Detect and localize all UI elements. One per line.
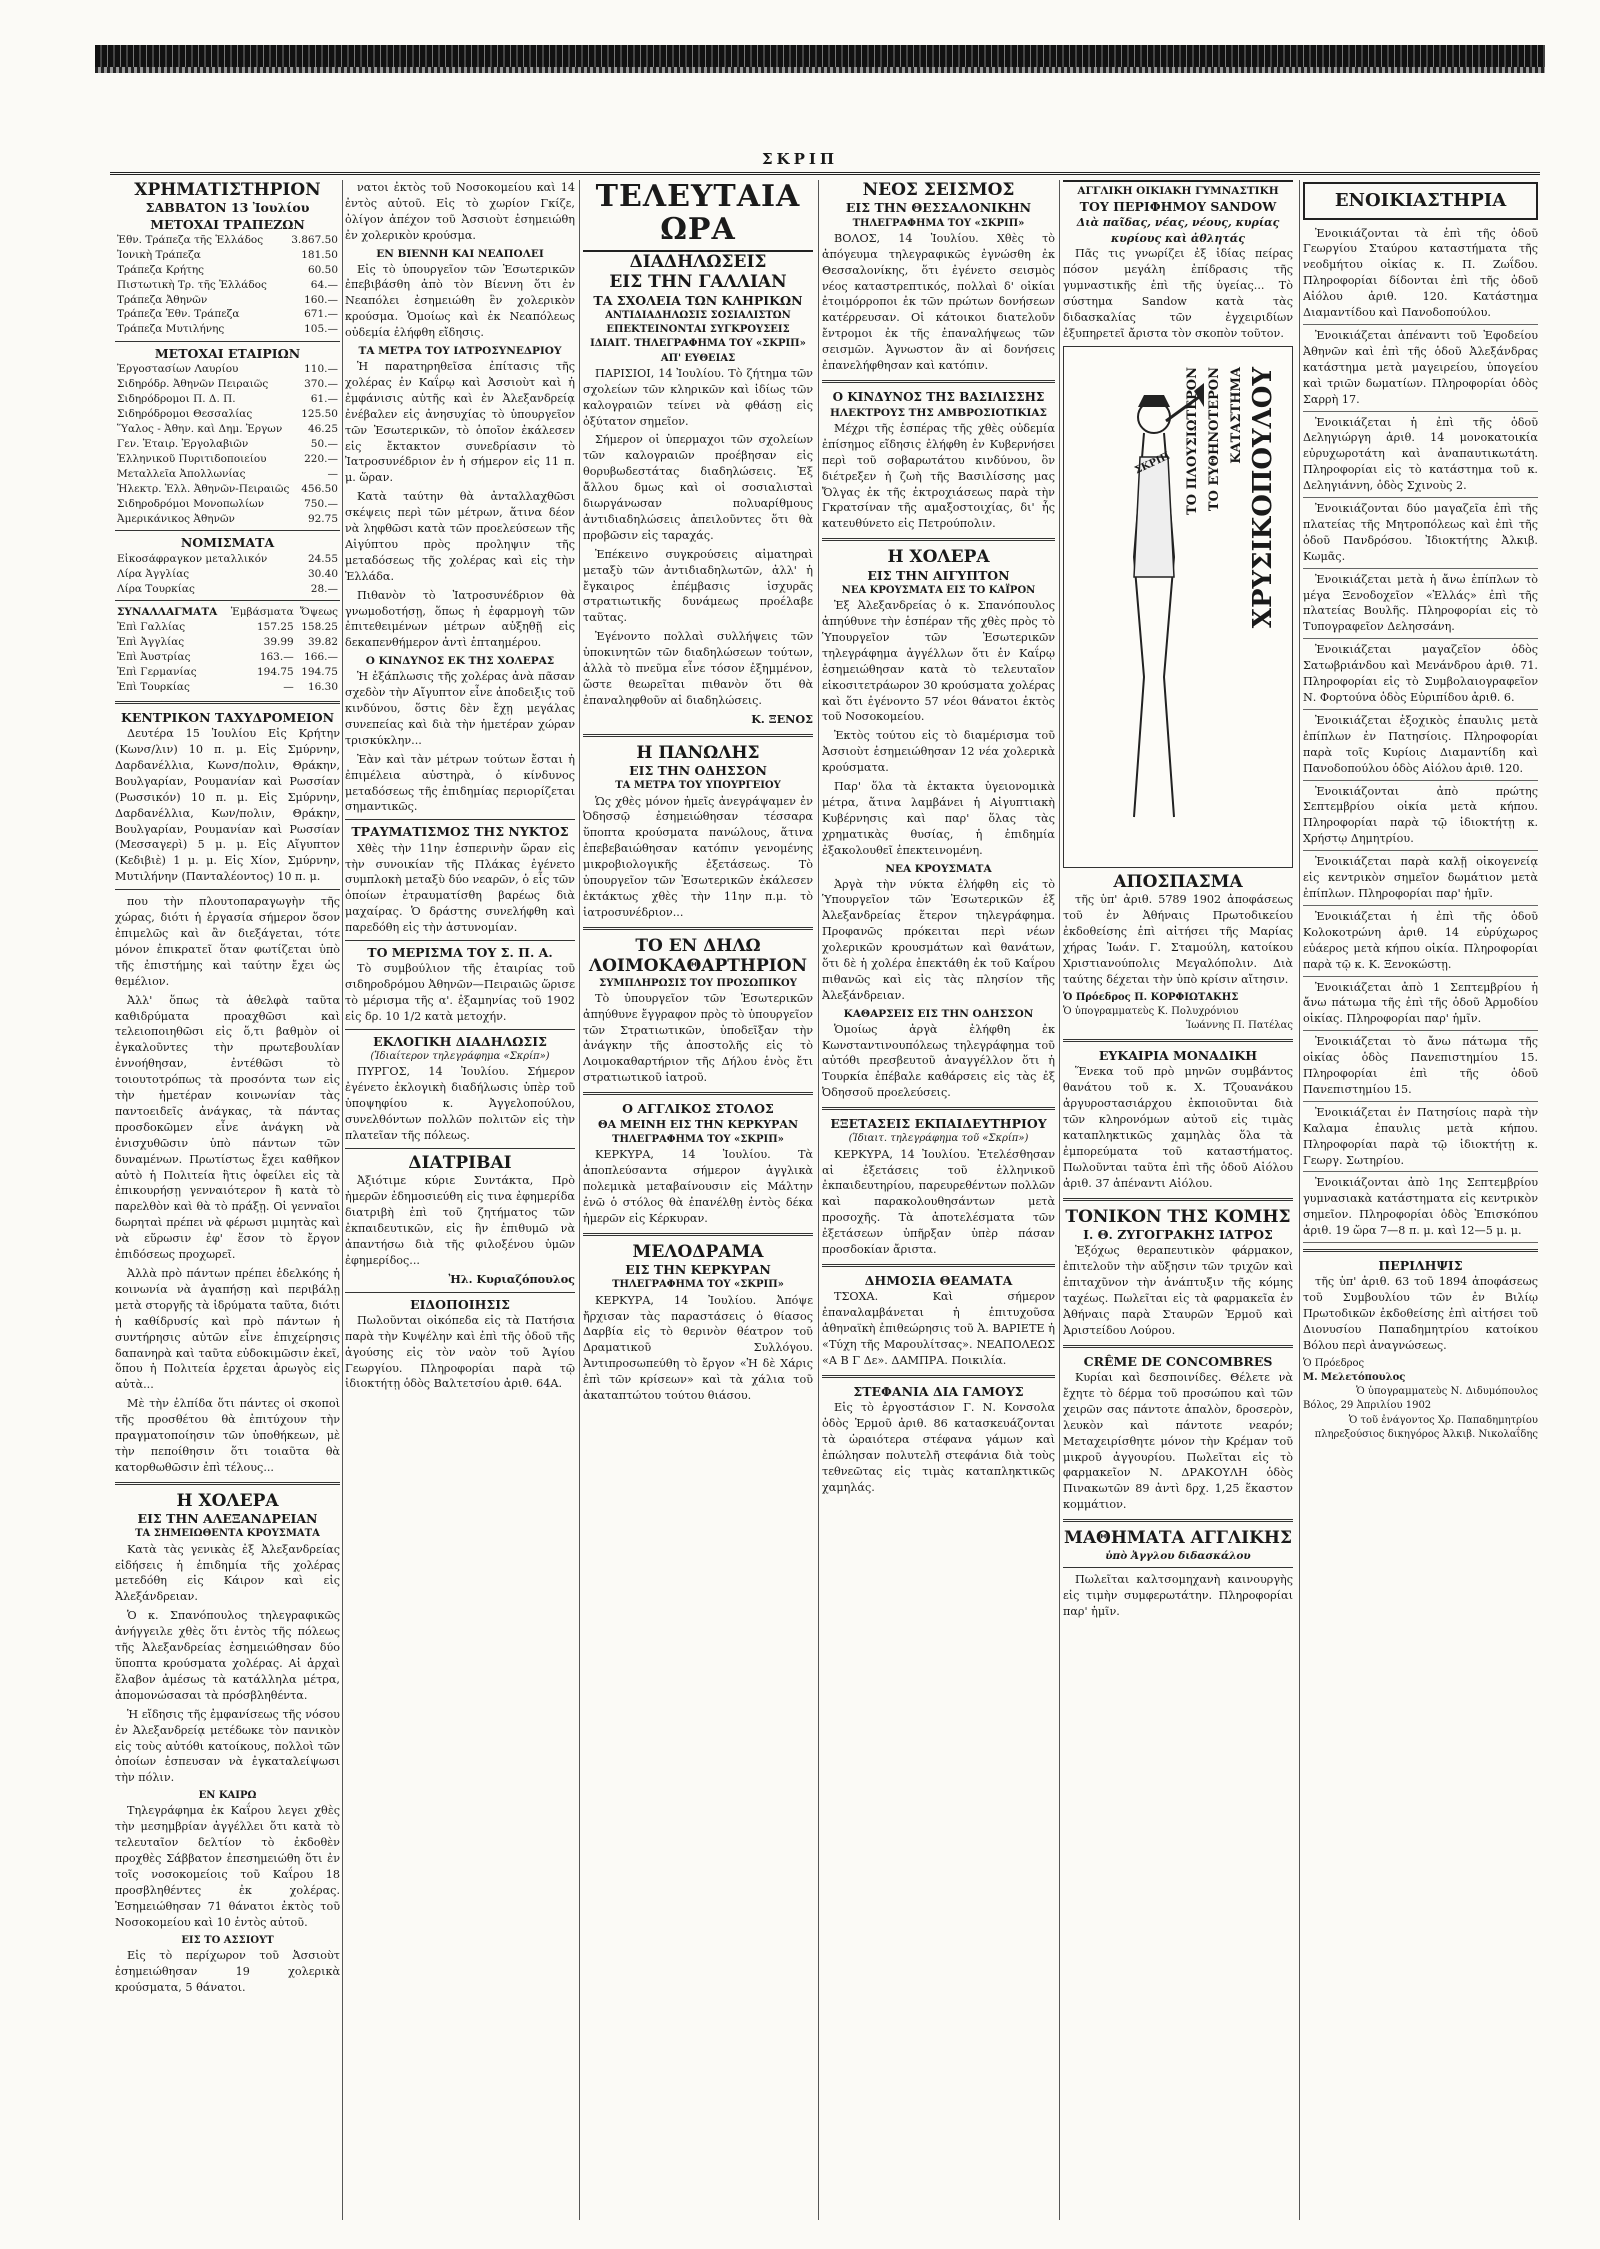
stock-exchange-date: ΣΑΒΒΑΤΟΝ 13 Ἰουλίου: [145, 200, 310, 216]
row-value: 158.25: [301, 621, 338, 634]
subheadline: ΕΠΕΚΤΕΙΝΟΝΤΑΙ ΣΥΓΚΡΟΥΣΕΙΣ: [606, 324, 790, 336]
classified-ad: Ἐνοικιάζονται ἀπὸ 1ης Σεπτεμβρίου γυμνασιακὰ κατάστηματα εἰς κεντρικὸν σημεῖον. Πληροφορίαι ὁδὸς Ἐπισκόπου ἀριθ. 19 ὥρα 7—8 π. μ. καὶ 12—5 μ. μ.: [1303, 1175, 1538, 1243]
row-value: 92.75: [307, 512, 338, 525]
article-paragraph: που τὴν πλουτοπαραγωγὴν τῆς χώρας, διότι ἡ ἐργασία σήμερον ὅσον ἐπιμελῶς καὶ ἂν διεξάγεται, τότε μόνον ἐπικρατεῖ ὅταν φωτίζεται ὑπὸ τῆς ἐπιστήμης καὶ ταύτην ἔχει ὡς θεμέλιον.: [115, 895, 340, 988]
ad-headline: ΕΥΚΑΙΡΙΑ ΜΟΝΑΔΙΚΗ: [1098, 1048, 1258, 1064]
row-value: 30.40: [307, 567, 338, 580]
headline: ΤΡΑΥΜΑΤΙΣΜΟΣ ΤΗΣ ΝΥΚΤΟΣ: [351, 824, 569, 840]
column-divider: [579, 180, 580, 2220]
table-row: [115, 362, 340, 377]
table-row: [115, 392, 340, 407]
article-paragraph: νατοι ἐκτὸς τοῦ Νοσοκομείου καὶ 14 ἐντὸς αὐτοῦ. Εἰς τὸ χωρίον Γκίζε, ὀλίγον ἀπέχον τοῦ Ἀσσιοὺτ ἐσημειώθη ἐν χολερικὸν κρούσμα.: [345, 181, 575, 242]
classified-ad: Ἐνοικιάζεται παρὰ καλῇ οἰκογενείᾳ εἰς κεντρικὸν σημεῖον δωμάτιον μετὰ ἐπίπλων. Πληροφορίαι παρ' ἡμῖν.: [1303, 854, 1538, 906]
table-row: [115, 307, 340, 322]
row-label: Ἐπὶ Ἀυστρίας: [117, 651, 191, 664]
subheadline: ΕΝ ΒΙΕΝΝΗ ΚΑΙ ΝΕΑΠΟΛΕΙ: [376, 247, 544, 260]
signature: Ὁ ὑπογραμματεὺς Ν. Διδυμόπουλος: [1356, 1386, 1538, 1398]
article-paragraph: Ὁ κ. Σπανόπουλος τηλεγραφικῶς ἀνήγγειλε χθὲς ὅτι ἐντὸς τῆς πόλεως τῆς Ἀλεξανδρείας ἐσημειώθησαν δύο ὕποπτα κρούσματα χολέρας. Αἱ ἀρχαὶ ἔλαβον ἀμέσως τὰ κατάλληλα μέτρα, ἀπομονώσασαι τὰ πρόσβληθέντα.: [115, 1609, 340, 1702]
classified-ad: Ἐνοικιάζεται ἐν Πατησίοις παρὰ τὴν Καλαμα ἐπαυλις μετὰ κήπου. Πληροφορίαι παρὰ τῷ ἰδιοκτήτῃ κ. Γεωργ. Σωτηρίου.: [1303, 1105, 1538, 1173]
top-border-band-2: [95, 67, 1545, 73]
row-label: Μεταλλεῖα Ἀπολλωνίας: [117, 467, 246, 480]
column-4: [822, 180, 1055, 2220]
headline: ΕΚΛΟΓΙΚΗ ΔΙΑΔΗΛΩΣΙΣ: [373, 1033, 547, 1049]
subheadline: ΤΑ ΜΕΤΡΑ ΤΟΥ ΥΠΟΥΡΓΕΙΟΥ: [615, 780, 781, 792]
article-paragraph: Ἐπέκεινο συγκρούσεις αἱματηραὶ μεταξὺ τῶν ἀντιδιαδηλωτῶν, ἀλλ' ἡ ἔγκαιρος ἐπέμβασις ἰσχυρᾶς στρατιωτικῆς δυνάμεως προέλαβε ταῦτας.: [583, 547, 813, 625]
article-paragraph: Ὡς χθὲς μόνον ἠμεῖς ἀνεγράψαμεν ἐν Ὀδησσῷ ἐσημειώθησαν τέσσαρα ὕποπτα κρούσματα πανώλους, ἅτινα ἐπεβεβαιώθησαν κατόπιν γενομένης μικροβιολογικῆς ἐξετάσεως. Τὸ ὑπουργεῖον τῶν Ἐσωτερικῶν ἐκάλεσεν ἐκτάκτως χθὲς τὴν 11ην π.μ. τὸ ἰατροσυνέδριον...: [583, 794, 813, 919]
table-row: [115, 322, 340, 337]
row-value: 166.—: [304, 651, 338, 664]
headline: ΔΙΑΔΗΛΩΣΕΙΣ: [629, 252, 767, 272]
ad-headline: ΜΑΘΗΜΑΤΑ ΑΓΓΛΙΚΗΣ: [1064, 1528, 1292, 1549]
article-paragraph: ΚΕΡΚΥΡΑ, 14 Ἰουλίου. Ἀπόψε ἤρχισαν τὰς παραστάσεις ὁ θίασος Δαρβία εἰς τὸ θερινὸν θέατρον τοῦ Δραματικοῦ Συλλόγου. Ἀντιπροσωπεύθη τὸ ἔργον «Ἡ δὲ Χάρις ἐπὶ τῶν κρίσεων» καὶ τὰ χάλια τοῦ ἀκαταπτώτου τούτου θιάσου.: [583, 1293, 813, 1403]
article-paragraph: Ἡ παρατηρηθεῖσα ἐπίτασις τῆς χολέρας ἐν Καΐρῳ καὶ Ἀσσιοὺτ καὶ ἡ ἐμφάνισις αὐτῆς καὶ ἐν Ἀλεξανδρείᾳ ἐνέβαλεν εἰς ἀνησυχίας τὸ ὑπουργεῖον τῶν Ἐσωτερικῶν, τὸ ὁποῖον ἐκάλεσεν εἰς ἔκτακτον συνεδρίασιν τὸ Ἰατροσυνέδριον ἐν ἡ σήμερον εἰς 11 π. μ. ὥραν.: [345, 359, 575, 485]
headline: ΘΑ ΜΕΙΝΗ ΕΙΣ ΤΗΝ ΚΕΡΚΥΡΑΝ: [597, 1118, 799, 1132]
masthead-rule: [110, 172, 1540, 175]
table-row: [115, 635, 340, 650]
row-value: 60.50: [307, 263, 338, 276]
table-row: [115, 497, 340, 512]
signature: Ὁ Πρόεδρος: [1303, 1357, 1365, 1369]
ad-headline: ΤΟΥ ΠΕΡΙΦΗΜΟΥ SANDOW: [1079, 198, 1277, 214]
headline: ΔΙΑΤΡΙΒΑΙ: [408, 1152, 512, 1173]
row-label: Ἠλεκτρ. Ἐλλ. Ἀθηνῶν-Πειραιῶς: [117, 482, 290, 495]
table-row: [115, 377, 340, 392]
dateline: ΤΗΛΕΓΡΑΦΗΜΑ ΤΟΥ «ΣΚΡΙΠ»: [852, 217, 1025, 229]
ad-headline: ΑΓΓΛΙΚΗ ΟΙΚΙΑΚΗ ΓΥΜΝΑΣΤΙΚΗ: [1063, 180, 1293, 199]
ad-headline: ΤΟΝΙΚΟΝ ΤΗΣ ΚΟΜΗΣ: [1065, 1206, 1291, 1227]
classified-ad: Ἐνοικιάζεται ἐξοχικὸς ἐπαυλις μετὰ ἐπίπλων ἐν Πατησίοις. Πληροφορίαι παρὰ τοῖς Κυρίοις Διαμαντίδη καὶ Πανοδοπούλου ὁδὸς Αἰόλου ἀριθ. 120.: [1303, 713, 1538, 781]
headline: Η ΠΑΝΩΛΗΣ: [636, 742, 760, 763]
signature: Ἠλ. Κυριαζόπουλος: [448, 1271, 575, 1286]
article-paragraph: Χθὲς τὴν 11ην ἑσπερινὴν ὥραν εἰς τὴν συνοικίαν τῆς Πλάκας ἐγένετο συμπλοκὴ μεταξὺ δύο νεαρῶν, ὁ εἷς τῶν ὁποίων ἐτραυματίσθη βαρέως διὰ μαχαίρας. Ὁ δράστης συνελήφθη καὶ παρεδόθη εἰς τὴν ἀστυνομίαν.: [345, 841, 575, 935]
headline: ΑΠΟΣΠΑΣΜΑ: [1113, 871, 1243, 892]
subheadline: ΤΑ ΣΗΜΕΙΩΘΕΝΤΑ ΚΡΟΥΣΜΑΤΑ: [135, 1528, 320, 1540]
classified-ad: Ἐνοικιάζεται ἡ ἐπὶ τῆς ὁδοῦ Κολοκοτρώνη ἀριθ. 14 εὐρύχωρος εὐάερος μετὰ κήπου οἰκία. Πληροφορίαι παρὰ τῷ κ. Κ. Ξενοκώστῃ.: [1303, 909, 1538, 977]
row-label: Ἐπὶ Γαλλίας: [117, 621, 186, 634]
article-paragraph: Εἰς τὸ περίχωρον τοῦ Ἀσσιοὺτ ἐσημειώθησαν 19 χολερικὰ κρούσματα, 5 θάνατοι.: [115, 1948, 340, 1994]
ad-headline: CRÊME DE CONCOMBRES: [1083, 1353, 1273, 1369]
ad-vertical-text: ΤΟ ΕΥΘΗΝΟΤΕΡΟΝ: [1206, 366, 1222, 511]
article-paragraph: ΚΕΡΚΥΡΑ, 14 Ἰουλίου. Ἐτελέσθησαν αἱ ἐξετάσεις τοῦ ἑλληνικοῦ ἐκπαιδευτηρίου, παρευρεθέντων πολλῶν καὶ παρακολουθησάντων μετὰ προσοχῆς. Τὰ ἀποτελέσματα τῶν ἐξετάσεων ὑπῆρξαν ὑπὲρ πάσαν προσδοκίαν ἄριστα.: [822, 1147, 1055, 1257]
fx-header: ΣΥΝΑΛΛΑΓΜΑΤΑ: [117, 606, 218, 619]
signature: Ὁ τοῦ ἐνάγοντος Χρ. Παπαδημητρίου πληρεξούσιος δικηγόρος Ἀλκιβ. Νικολαΐδης: [1314, 1414, 1538, 1440]
notice-text: τῆς ὑπ' ἀριθ. 63 τοῦ 1894 ἀποφάσεως τοῦ Συμβουλίου τῶν ἐν Βιλίῳ Πρωτοδικῶν ἐκδοθείσης ἐπὶ αἰτήσει τοῦ Διονυσίου Παπαδημητρίου κατοίκου Βόλου περὶ ἀναγνώσεως.: [1303, 1275, 1538, 1352]
signature: Ἰωάννης Π. Πατέλας: [1185, 1020, 1293, 1032]
column-divider: [1299, 180, 1300, 2220]
classified-ad: Ἐνοικιάζονται ἀπὸ πρώτης Σεπτεμβρίου οἰκία μετὰ κήπου. Πληροφορίαι παρὰ τῷ ἰδιοκτήτῃ κ. Χρήστῳ Δημητρίου.: [1303, 784, 1538, 852]
headline: Ο ΑΓΓΛΙΚΟΣ ΣΤΟΛΟΣ: [622, 1101, 774, 1117]
chrysikopoulos-ad: [1063, 346, 1293, 868]
headline: ΕΙΣ ΤΗΝ ΑΛΕΞΑΝΔΡΕΙΑΝ: [137, 1511, 318, 1527]
subheadline: ΚΑΘΑΡΣΕΙΣ ΕΙΣ ΤΗΝ ΟΔΗΣΣΟΝ: [843, 1007, 1034, 1020]
notice-date: Βόλος, 29 Ἀπριλίου 1902: [1303, 1400, 1432, 1412]
signature: Κ. ΞΕΝΟΣ: [751, 711, 813, 726]
article-paragraph: ΒΟΛΟΣ, 14 Ἰουλίου. Χθὲς τὸ ἀπόγευμα τηλεγραφικῶς ἐγνώσθη ἐκ Θεσσαλονίκης, ὅτι ἐγένετο σεισμὸς νέος καταστρεπτικός, πολλαὶ δ' οἰκίαι ἐτοιμόρροποι ἐκ τῶν πρώτων δονήσεων κατέρρευσαν. Οἱ κάτοικοι διατελοῦν ἔντρομοι ἐκ τῆς ἐπαναλήψεως τῶν σεισμῶν. Ἀγνωστον ἂν αἱ δονήσεις ἐπανελήφθησαν καὶ κατόπιν.: [822, 231, 1055, 373]
headline: ΕΙΣ ΤΗΝ ΘΕΣΣΑΛΟΝΙΚΗΝ: [845, 200, 1032, 216]
article-paragraph: Μὲ τὴν ἐλπίδα ὅτι πάντες οἱ σκοποὶ τῆς προσθέτου θὰ ἐπιτύχουν τὴν πραγματοποίησιν τῶν ὑποθήκεων, μὲ τὴν πεποίθησιν ὅτι τοιαῦτα θὰ κατορθωθῶσιν ἐπὶ τέλους...: [115, 1397, 340, 1474]
headline: ΕΙΔΟΠΟΙΗΣΙΣ: [410, 1296, 510, 1312]
article-paragraph: Ἐκτὸς τούτου εἰς τὸ διαμέρισμα τοῦ Ἀσσιοὺτ ἐσημειώθησαν 12 νέα χολερικὰ κρούσματα.: [822, 729, 1055, 775]
headline: ΣΤΕΦΑΝΙΑ ΔΙΑ ΓΑΜΟΥΣ: [853, 1383, 1024, 1399]
headline: ΕΙΣ ΤΗΝ ΓΑΛΛΙΑΝ: [609, 272, 787, 293]
row-value: 39.82: [307, 636, 338, 649]
row-label: Τράπεζα Ἐθν. Τράπεζα: [117, 308, 240, 321]
row-label: Ἐπὶ Ἀγγλίας: [117, 636, 185, 649]
row-label: Ὕαλος - Ἀθην. καὶ Δημ. Ἐργων: [117, 423, 283, 436]
subheadline: ΗΛΕΚΤΡΟΥΣ ΤΗΣ ΑΜΒΡΟΣΙΟΤΙΚΙΑΣ: [830, 407, 1047, 420]
headline: ΔΗΜΟΣΙΑ ΘΕΑΜΑΤΑ: [864, 1272, 1013, 1288]
subheadline: ΣΥΜΠΛΗΡΩΣΙΣ ΤΟΥ ΠΡΟΣΩΠΙΚΟΥ: [599, 977, 797, 989]
subheadline: Ο ΚΙΝΔΥΝΟΣ ΕΚ ΤΗΣ ΧΟΛΕΡΑΣ: [365, 655, 555, 668]
article-paragraph: ΚΕΡΚΥΡΑ, 14 Ἰουλίου. Τὰ ἀποπλεύσαντα σήμερον ἀγγλικὰ πολεμικὰ μεταβαίνουσιν εἰς Μάλτην ἐνῶ ὁ στόλος θὰ ἐπανέλθῃ ἐντὸς δέκα ἡμερῶν εἰς Κέρκυραν.: [583, 1148, 813, 1225]
row-value: —: [327, 467, 338, 480]
classified-ad: Ἐνοικιάζονται δύο μαγαζεῖα ἐπὶ τῆς πλατείας τῆς Μητροπόλεως καὶ ἐπὶ τῆς ὁδοῦ Πανδρόσου. Ἰδιοκτήτης Ἀλκιβ. Κωμᾶς.: [1303, 501, 1538, 569]
ad-subheadline: Διὰ παῖδας, νέας, νέους, κυρίας κυρίους καὶ ἀθλητάς: [1076, 216, 1280, 245]
table-row: [115, 680, 340, 695]
bank-shares-table: [115, 233, 340, 337]
article-paragraph: Παρ' ὅλα τὰ ἐκτακτα ὑγειονομικὰ μέτρα, ἅτινα λαμβάνει ἡ Αἰγυπτιακὴ Κυβέρνησις καὶ παρ' ὅλας τὰς χρηματικὰς θυσίας, ἡ ἐπιδημία ἐξακολουθεῖ ἐπεκτεινομένη.: [822, 780, 1055, 857]
row-value: 61.—: [310, 393, 338, 406]
column-2: [345, 180, 575, 2220]
column-divider: [1059, 180, 1060, 2220]
table-row: [115, 567, 340, 582]
ad-text: Κυρίαι καὶ δεσποινίδες. Θέλετε νὰ ἔχητε τὸ δέρμα τοῦ προσώπου καὶ τῶν χειρῶν σας πάντοτε ἁπαλὸν, δροσερὸν, λευκὸν καὶ πάντοτε νεαρόν; Μεταχειρίσθητε μόνον τὴν Κρέμαν τοῦ μικροῦ ἀγγουρίου. Πωλεῖται εἰς τὸ φαρμακεῖον Ν. ΔΡΑΚΟΥΛΗ ὁδὸς Πινακωτῶν 89 ἀντὶ δρχ. 1,25 ἕκαστον κομμάτιον.: [1063, 1371, 1293, 1512]
row-value: 28.—: [310, 582, 338, 595]
ad-text: Πᾶς τις γνωρίζει ἐξ ἰδίας πείρας πόσον μεγάλη ἐπίδρασις τῆς γυμναστικῆς ἐπὶ τῆς ὑγείας... Τὸ σύστημα Sandow κατὰ τὰς διδασκαλίας τῶν ἐγχειριδίων ἐξυπηρετεῖ ἄριστα τὸν σκοπὸν τοῦτον.: [1063, 247, 1293, 340]
article-paragraph: Τηλεγράφημα ἐκ Καΐρου λεγει χθὲς τὴν μεσημβρίαν ἀγγέλλει ὅτι κατὰ τὸ τελευταῖον δελτίον τὸ ἐκδοθὲν προχθὲς Σάββατον ἐπεσημειώθη ὅτι ἐν τοῖς νοσοκομείοις τοῦ Καΐρου 18 προσβληθέντες ἐκ χολέρας. Ἐσημειώθησαν 71 θάνατοι ἐκτὸς τοῦ Νοσοκομείου καὶ 10 ἐντὸς αὐτοῦ.: [115, 1804, 340, 1929]
classified-ads-list: [1303, 226, 1538, 1244]
headline: Ο ΚΙΝΔΥΝΟΣ ΤΗΣ ΒΑΣΙΛΙΣΣΗΣ: [832, 389, 1045, 404]
row-label: Γεν. Ἐταιρ. Ἐργολαβιῶν: [117, 438, 249, 451]
company-shares-title: ΜΕΤΟΧΑΙ ΕΤΑΙΡΙΩΝ: [154, 346, 301, 362]
company-shares-table: [115, 362, 340, 526]
row-label: Ἀμερικάνικος Ἀθηνῶν: [117, 512, 235, 525]
row-label: Σιδηρόδρ. Ἀθηνῶν Πειραιῶς: [117, 378, 269, 391]
article-paragraph: Ἀργὰ τὴν νύκτα ἐλήφθη εἰς τὸ Ὑπουργεῖον τῶν Ἐσωτερικῶν ἐξ Ἀλεξανδρείας ἕτερον τηλεγράφημα. Προφανῶς πρόκειται περὶ νέων χολερικῶν κρουσμάτων καὶ θανάτων, ὅτι δὲ ἡ χολέρα ἐπεκτάθη ἐκ τοῦ Καΐρου πιθανῶς καὶ εἰς τὰς πλησίον τῆς Ἀλεξάνδρειαν.: [822, 877, 1055, 1002]
classified-ad: Ἐνοικιάζεται ἀπέναντι τοῦ Ἐφοδείου Ἀθηνῶν καὶ ἐπὶ τῆς ὁδοῦ Ἀλεξάνδρας κατάστημα μετὰ μαγειρείου, ὑπογείου καὶ τριῶν δωματίων. Πληροφορίαι ὁδὸς Σαρρὴ 17.: [1303, 328, 1538, 412]
row-label: Λίρα Τουρκίας: [117, 582, 195, 595]
dateline: ΙΔΙΑΙΤ. ΤΗΛΕΓΡΑΦΗΜΑ ΤΟΥ «ΣΚΡΙΠ» ΑΠ' ΕΥΘΕΙΑΣ: [590, 338, 806, 364]
ad-vertical-brand: ΧΡΥΣΙΚΟΠΟΥΛΟΥ: [1248, 366, 1279, 629]
classified-ad: Ἐνοικιάζεται τὸ ἄνω πάτωμα τῆς οἰκίας ὁδὸς Πανεπιστημίου 15. Πληροφορίαι ἐπὶ τῆς ὁδοῦ Πανεπιστημίου 15.: [1303, 1034, 1538, 1102]
table-row: [115, 452, 340, 467]
row-label: Λίρα Ἀγγλίας: [117, 567, 190, 580]
row-value: 163.—: [259, 651, 294, 664]
row-label: Ἐπὶ Τουρκίας: [117, 680, 190, 693]
row-value: 194.75: [256, 666, 294, 679]
table-row: [115, 437, 340, 452]
row-value: 750.—: [304, 497, 338, 510]
row-value: 24.55: [307, 552, 338, 565]
fx-header: Ἐμβάσματα: [230, 606, 294, 619]
article-paragraph: Κατὰ τὰς γενικὰς ἐξ Ἀλεξανδρείας εἰδήσεις ἡ ἐπιδημία τῆς χολέρας μετεδόθη εἰς Κάιρον καὶ εἰς Ἀλεξάνδρειαν.: [115, 1542, 340, 1604]
row-value: 39.99: [263, 636, 294, 649]
row-label: Ἐπὶ Γερμανίας: [117, 666, 197, 679]
row-value: 125.50: [301, 408, 338, 421]
table-row: [115, 482, 340, 497]
table-row: [115, 422, 340, 437]
row-label: Τράπεζα Ἀθηνῶν: [117, 293, 208, 306]
ad-vertical-text: ΤΟ ΠΛΟΥΣΙΩΤΕΡΟΝ: [1184, 366, 1200, 515]
article-paragraph: Ἡ ἐξάπλωσις τῆς χολέρας ἀνὰ πᾶσαν σχεδὸν τὴν Αἴγυπτον εἶνε ἀποδειξις τοῦ κινδύνου, ὅστις δὲν ἔχῃ μεγάλας συνεπείας καὶ διὰ τὴν ἡμετέραν χώραν τρισκύκλην...: [345, 670, 575, 747]
headline: ΕΙΣ ΤΗΝ ΚΕΡΚΥΡΑΝ: [625, 1262, 771, 1278]
row-value: 220.—: [304, 452, 338, 465]
headline: ΛΟΙΜΟΚΑΘΑΡΤΗΡΙΟΝ: [588, 956, 808, 977]
subheadline: ΝΕΑ ΚΡΟΥΣΜΑΤΑ: [885, 862, 992, 875]
article-paragraph: Ἡ εἴδησις τῆς ἐμφανίσεως τῆς νόσου ἐν Ἀλεξανδρείᾳ μετέδωκε τὸν πανικὸν εἰς τοὺς αὐτόθι κατοίκους, πολλοὶ τῶν ὁποίων ἐσπευσαν νὰ ἐγκαταλείψωσι τὴν πόλιν.: [115, 1707, 340, 1785]
row-value: 3.867.50: [291, 233, 338, 246]
article-paragraph: Σήμερον οἱ ὑπερμαχοι τῶν σχολείων τῶν καλογραιῶν προέβησαν εἰς θορυβωδεστάτας διαδηλώσεις. Ἐξ ἄλλου δμως καὶ οἱ σοσιαλισταὶ διωργάνωσαν πολυαρίθμους ἀντιδιαδηλώσεις ἀπειλοῦντες ὅτι θὰ προβῶσιν εἰς ταραχάς.: [583, 433, 813, 542]
ad-text: Ἐξόχως θεραπευτικὸν φάρμακον, ἐπιτελοῦν τὴν αὔξησιν τῶν τριχῶν καὶ ἐπιταχῦνον τὴν ἀνάπτυξιν τῆς κόμης ταχέως. Πωλεῖται εἰς τὰ φαρμακεῖα ἐν Ἀθήναις παρὰ Σταυρῶν Ἑρμοῦ καὶ Ἀριστείδου Λούρου.: [1063, 1244, 1293, 1337]
signature: Μ. Μελετόπουλος: [1303, 1372, 1406, 1384]
column-6: [1303, 180, 1538, 2220]
headline: ΤΑ ΣΧΟΛΕΙΑ ΤΩΝ ΚΛΗΡΙΚΩΝ: [593, 292, 803, 308]
row-value: 160.—: [304, 293, 338, 306]
row-value: 181.50: [301, 248, 338, 261]
row-label: Σιδηρόδρομοι Θεσσαλίας: [117, 408, 253, 421]
headline: ΤΟ ΜΕΡΙΣΜΑ ΤΟΥ Σ. Π. Α.: [367, 945, 553, 961]
headline: Η ΧΟΛΕΡΑ: [887, 547, 990, 568]
article-paragraph: ΤΣΟΧΑ. Καὶ σήμερον ἐπαναλαμβάνεται ἡ ἐπιτυχοῦσα ἀθηναϊκὴ ἐπιθεώρησις τοῦ Ἀ. ΒΑΡΙΕΤΕ ἡ «Τύχη τῆς Μαρουλίτσας». ΝΕΑΠΟΛΕΩΣ «Α Β Γ Δε». ΔΑΜΠΡΑ. Ποικιλία.: [822, 1290, 1055, 1367]
currency-title: ΝΟΜΙΣΜΑΤΑ: [180, 535, 275, 551]
table-row: [115, 650, 340, 665]
row-value: 194.75: [301, 666, 338, 679]
classified-ad: Ἐνοικιάζονται τὰ ἐπὶ τῆς ὁδοῦ Γεωργίου Σταύρου καταστήματα τῆς νεοδμήτου οἰκίας κ. Π. Ζωΐδου. Πληροφορίαι δίδονται ἐπὶ τῆς ὁδοῦ Αἰόλου ἀριθ. 120. Κατάστημα Διαμαντίδου καὶ Πανοδοπούλου.: [1303, 226, 1538, 325]
column-1: [115, 180, 340, 2220]
article-paragraph: ΠΥΡΓΟΣ, 14 Ἰουλίου. Σήμερον ἐγένετο ἐκλογικὴ διαδήλωσις ὑπὲρ τοῦ ὑποψηφίου κ. Ἀγγελοπούλου, συνελθόντων πολλῶν πολιτῶν εἰς τὴν πλατεῖαν τῆς πόλεως.: [345, 1065, 575, 1142]
row-label: Ἑλληνικοῦ Πυριτιδοποιείου: [117, 452, 267, 465]
subheadline: ΕΙΣ ΤΟ ΑΣΣΙΟΥΤ: [181, 1934, 274, 1946]
table-row: [115, 620, 340, 635]
table-row: [115, 552, 340, 567]
subheadline: ΝΕΑ ΚΡΟΥΣΜΑΤΑ ΕΙΣ ΤΟ ΚΑΪΡΟΝ: [841, 584, 1036, 596]
table-row: [115, 248, 340, 263]
row-value: 671.—: [304, 308, 338, 321]
article-paragraph: Ἀλλὰ πρὸ πάντων πρέπει ἐδελκόης ἡ κοινωνία νὰ ἀγαπήσῃ καὶ περιβάλῃ μετὰ στοργῆς τὰ ἱδρύματα ταῦτα, διότι ἡ καθίδρυσίς καὶ πρὸ πάντων ἡ συντήρησις αὐτῶν εἶνε ἐπιχείρησις δαπανηρὰ καὶ ταῦτα εὐδοκιμῶσιν ἐκεῖ, ὅπου ἡ Πολιτεία ἐρχεται ἀρωγὸς εἰς αὐτὰ...: [115, 1267, 340, 1392]
table-row: [115, 263, 340, 278]
row-label: Σιδηροδρόμοι Μονοπωλίων: [117, 497, 265, 510]
row-label: Ἐργοστασίων Λαυρίου: [117, 363, 239, 376]
dateline: (Ἰδιαιτ. τηλεγράφημα τοῦ «Σκρίπ»): [848, 1133, 1029, 1145]
article-paragraph: ΠΑΡΙΣΙΟΙ, 14 Ἰουλίου. Τὸ ζήτημα τῶν σχολείων τῶν κληρικῶν καὶ ἰδίως τῶν καλογραιῶν τείνει νὰ φθάσῃ εἰς ὀξύτατον σημεῖον.: [583, 366, 813, 428]
exchange-table: [115, 605, 340, 694]
column-divider: [818, 180, 819, 2220]
classifieds-title: ΕΝΟΙΚΙΑΣΤΗΡΙΑ: [1303, 182, 1538, 220]
row-label: Εἰκοσάφραγκον μεταλλικόν: [117, 552, 268, 565]
last-hour-title: ΤΕΛΕΥΤΑΙΑ ΩΡΑ: [583, 180, 813, 252]
row-value: 370.—: [304, 378, 338, 391]
headline: ΝΕΟΣ ΣΕΙΣΜΟΣ: [862, 180, 1015, 200]
article-paragraph: Ἐγένοντο πολλαὶ συλλήψεις τῶν ὑποκινητῶν τῶν διαδηλώσεων τούτων, ἀλλὰ τὸ πνεῦμα εἶνε τόσον ἐξημμένον, ὥστε θεωρεῖται πιθανὸν ὅτι θὰ ἐπαναληφθοῦν αἱ διαδηλώσεις.: [583, 630, 813, 707]
row-value: 50.—: [310, 438, 338, 451]
signature: Ὁ Πρόεδρος Π. ΚΟΡΦΙΩΤΑΚΗΣ: [1063, 991, 1239, 1003]
column-5: [1063, 180, 1293, 2220]
fx-header: Ὄψεως: [300, 606, 338, 619]
table-row: [115, 233, 340, 248]
row-value: 16.30: [307, 680, 338, 693]
row-label: Πιστωτικὴ Τρ. τῆς Ἑλλάδος: [117, 278, 267, 291]
stock-exchange-title: ΧΡΗΜΑΤΙΣΤΗΡΙΟΝ: [134, 180, 321, 200]
article-paragraph: Μέχρι τῆς ἑσπέρας τῆς χθὲς οὐδεμία ἐπίσημος εἴδησις ἐλήφθη ἐν Κυβερνήσει περὶ τοῦ σοβαρωτάτου κινδύνου, ὃν διέτρεξεν ἡ ζωὴ τῆς Βασιλίσσης μας Ὄλγας ἐκ τῆς ἐκτροχιάσεως παρὰ τὴν Γκρατσίναν τῆς αμαξοστοιχίας, δι' ἧς κατευθύνετο εἰς Πετρούπολιν.: [822, 421, 1055, 531]
article-paragraph: Ὁμοίως ἀργὰ ἐλήφθη ἐκ Κωνσταντινουπόλεως τηλεγράφημα τοῦ αὐτόθι πρεσβευτοῦ ἀναγγέλλον ὅτι ἡ Τουρκία ἐπέβαλε καθάρσεις εἰς τὰς ἐξ Ὀδησσοῦ προελεύσεις.: [822, 1022, 1055, 1100]
article-paragraph: Εἰς τὸ ὑπουργεῖον τῶν Ἐσωτερικῶν ἐπεβιβάσθη ἀπὸ τὸν Βίεννη ὅτι ἐν Νεαπόλει ἐσημειώθη ἓν χολερικὸν κρούσμα. Ὁμοίως καὶ ἐκ Νεαπόλεως οὐδεμία ἐλήφθη εἴδησις.: [345, 262, 575, 340]
dateline: (Ἰδιαίτερον τηλεγράφημα «Σκρίπ»): [370, 1051, 550, 1063]
row-value: 157.25: [256, 621, 294, 634]
classified-ad: Ἐνοικιάζεται ἡ ἐπὶ τῆς ὁδοῦ Δεληγιώργη ἀριθ. 14 μονοκατοικία εὐρυχωροτάτη καὶ ἀναπαυτικωτάτη. Πληροφορίαι εἰς τὸ κατάστημα τοῦ κ. Δεληγιάννη, ὁδὸς Σχινοὺς 2.: [1303, 415, 1538, 499]
ad-text: Ἕνεκα τοῦ πρὸ μηνῶν συμβάντος θανάτου τοῦ κ. Χ. Τζουανάκου ἀργυροστασιάρχου ἐκποιοῦνται διὰ τῶν κληρονόμων αὐτοῦ εἰς τιμὰς καταπληκτικῶς χαμηλὰς ὅλα τὰ ἐμπορεύματα τοῦ καταστήματος. Πωλοῦνται ταῦτα ἐπὶ τῆς ὁδοῦ Αἰόλου ἀριθ. 37 ἀπέναντι Αἰόλου.: [1063, 1065, 1293, 1190]
table-row: [115, 512, 340, 527]
subheadline: ΑΝΤΙΔΙΑΔΗΛΩΣΙΣ ΣΟΣΙΑΛΙΣΤΩΝ: [605, 310, 791, 322]
classified-ad: Ἐνοικιάζεται ἀπὸ 1 Σεπτεμβρίου ἡ ἄνω πάτωμα τῆς ἐπὶ τῆς ὁδοῦ Ἀρμοδίου οἰκίας. Πληροφορίαι παρ' ἡμῖν.: [1303, 980, 1538, 1032]
row-label: Ἰονικὴ Τράπεζα: [117, 248, 201, 261]
row-value: 105.—: [304, 323, 338, 336]
column-divider: [342, 180, 343, 2220]
post-office-title: ΚΕΝΤΡΙΚΟΝ ΤΑΧΥΔΡΟΜΕΙΟΝ: [120, 709, 335, 725]
table-row: [115, 293, 340, 308]
ad-text: Πωλεῖται καλτσομηχανὴ καινουργὴς εἰς τιμὴν συμφερωτάτην. Πληροφορίαι παρ' ἡμῖν.: [1063, 1573, 1293, 1619]
article-paragraph: Ἐὰν καὶ τὰν μέτρων τούτων ἔσται ἡ ἐπιμέλεια αὐστηρὰ, ὁ κίνδυνος μεταδόσεως τῆς ἐπιδημίας περιορίζεται σημαντικῶς.: [345, 752, 575, 814]
banner-text: ΣΚΡΙΠ: [1133, 450, 1172, 477]
row-label: Τράπεζα Μυτιλήνης: [117, 323, 225, 336]
article-paragraph: Τὸ ὑπουργεῖον τῶν Ἐσωτερικῶν ἀπηύθυνε ἔγγραφον πρὸς τὸ ὑπουργεῖον τῶν Στρατιωτικῶν, ὑποδεῖξαν τὴν ἀνάγκην τῆς ἀποστολῆς εἰς τὸ Λοιμοκαθαρτήριον τῆς Δήλου ἑνὸς ἔτι στρατιωτικοῦ ἰατροῦ.: [583, 991, 813, 1085]
row-label: Τράπεζα Κρήτης: [117, 263, 205, 276]
article-paragraph: Πιθανὸν τὸ Ἰατροσυνέδριον θὰ γνωμοδοτήσῃ, ὅπως ἡ ἐφαρμογὴ τῶν ἐπιτεθειμένων μέτρων αὐξηθῇ εἰς δεκαπενθήμερον ἀντὶ ἐπταημέρου.: [345, 588, 575, 650]
row-value: 456.50: [301, 482, 338, 495]
row-value: 110.—: [304, 363, 338, 376]
article-paragraph: Ἐξ Ἀλεξανδρείας ὁ κ. Σπανόπουλος ἀπηύθυνε τὴν ἑσπέραν τῆς χθὲς πρὸς τὸ Ὑπουργεῖον τῶν Ἐσωτερικῶν τηλεγράφημα ἀγγέλλων ὅτι ἐν Καΐρῳ ἐσημειώθησαν κατὰ τὸ τελευταῖον εἰκοσιτετράωρον 30 κρούσματα χολέρας καὶ ὅτι ἐγένοντο 57 νέοι θάνατοι ἐκτὸς τοῦ Νοσοκομείου.: [822, 599, 1055, 724]
ad-headline: Ι. Θ. ΖΥΓΟΓΡΑΚΗΣ ΙΑΤΡΟΣ: [1083, 1227, 1273, 1243]
article-paragraph: τῆς ὑπ' ἀριθ. 5789 1902 ἀποφάσεως τοῦ ἐν Ἀθήναις Πρωτοδικείου ἐκδοθείσης ἐπὶ αἰτήσει τῆς Μαρίας χήρας Ἰωάν. Γ. Σταμούλη, κατοίκου Χριστιανούπολις Μεγαλόπολιν. Διὰ ταύτης δέχεται τὴν ὑπὸ κρίσιν αἴτησιν.: [1063, 893, 1293, 986]
subheadline: ΤΑ ΜΕΤΡΑ ΤΟΥ ΙΑΤΡΟΣΥΝΕΔΡΙΟΥ: [358, 345, 562, 358]
classified-ad: Ἐνοικιάζεται μετὰ ἡ ἄνω ἐπίπλων τὸ μέγα Ξενοδοχεῖον «Ἑλλάς» ἐπὶ τῆς πλατείας Βουλῆς. Πληροφορίαι εἰς τὸ Τυπογραφεῖον Δελησσάνη.: [1303, 572, 1538, 640]
table-row: [115, 665, 340, 680]
row-label: Ἐθν. Τράπεζα τῆς Ἑλλάδος: [117, 233, 264, 246]
article-paragraph: Ἀλλ' ὅπως τὰ ἀθελφὰ ταῦτα καθιδρύματα προαχθῶσι καὶ τελειοποιηθῶσι εἰς ὅ,τι βαθμὸν οἱ ἐγκαλοῦντες τὴν πρωτεβουλίαν ἐννοήθησαν, ἐντέθῶσι τὸ τοιουτοτρόπως τὰ προσόντα των εἰς τὴν ἡμετέραν κοινωνίαν τὰς παντοειδεῖς ἀνάγκας, τὰ πάντας προσδοκῶμεν εἶνε ἀνάγκη νὰ ἐνισχυθῶσιν ὑπὸ πάντων τῶν δυναμένων. Πρωτίστως ἔχει καθῆκον αὐτὸ ἡ Πολιτεία ἣτις ὀφείλει εἰς τὰ ἐπικουρήσῃ γενναιότερον ἢ κατὰ τὸ παρελθὸν καὶ θὰ τὸ πράξῃ. Οἱ γενναῖοι δωρηταὶ πρέπει νὰ φέρωσι μιμητὰς καὶ νὰ εὕρωσιν ἐφ' ἕσον τὸ ἔργον ἐπιδόσεως προχωρεῖ.: [115, 993, 340, 1262]
table-row: [115, 582, 340, 597]
headline: ΕΞΕΤΑΣΕΙΣ ΕΚΠΑΙΔΕΥΤΗΡΙΟΥ: [830, 1116, 1047, 1132]
article-paragraph: Τὸ συμβούλιον τῆς ἐταιρίας τοῦ σιδηροδρόμου Ἀθηνῶν—Πειραιῶς ὥρισε τὸ μέρισμα τῆς α'. ἐξαμηνίας τοῦ 1902 εἰς δρ. 10 1/2 κατὰ μετοχήν.: [345, 962, 575, 1023]
top-border-band: [95, 45, 1545, 67]
post-office-text: Δευτέρα 15 Ἰουλίου Εἰς Κρήτην (Κωνσ/λιν) 10 π. μ. Εἰς Σμύρνην, Δαρδανέλλια, Κωνσ/πολιν, Θράκην, Βουλγαρίαν, Ρουμανίαν καὶ Ρωσσίαν (Ρωσσικόν) 10 π. μ. Εἰς Σμύρνην, Δαρδανέλλια, Κων/πολιν, Θράκην, Βουλγαρίαν, Ρουμανίαν καὶ Ρωσσίαν (Μεσσαγερὶ) 5 μ. μ. Εἰς Αἴγυπτον (Κεδιβιὲ) 1 μ. μ. Εἰς Χίον, Σμύρνην, Μυτιλήνην (Πανταλέοντος) 10 π. μ.: [115, 727, 340, 884]
currency-table: [115, 552, 340, 597]
masthead: ΣΚΡΙΠ: [761, 150, 839, 168]
signature: Ὁ ὑπογραμματεὺς Κ. Πολυχρόνιου: [1063, 1005, 1239, 1017]
subheadline: ΕΝ ΚΑΙΡΩ: [198, 1790, 257, 1802]
headline: ΤΟ ΕΝ ΔΗΛΩ: [635, 935, 761, 956]
row-label: Σιδηρόδρομοι Π. Δ. Π.: [117, 393, 236, 406]
article-paragraph: Ἀξιότιμε κύριε Συντάκτα, Πρὸ ἡμερῶν ἐδημοσιεύθη εἰς τινα ἐφημερίδα διατριβὴ ἐπὶ τοῦ ζητήματος τῶν ἐκπαιδευτικῶν, εἰς ἣν ἐπιθυμῶ νὰ ἀπαντήσω διὰ τῆς φιλοξένου ὑμῶν ἐφημερίδος...: [345, 1174, 575, 1267]
table-row: [115, 278, 340, 293]
row-value: —: [283, 680, 294, 693]
bank-shares-title: ΜΕΤΟΧΑΙ ΤΡΑΠΕΖΩΝ: [150, 216, 305, 232]
classified-ad: Ἐνοικιάζεται μαγαζεῖον ὁδὸς Σατωβριάνδου καὶ Μενάνδρου ἀριθ. 71. Πληροφορίαι εἰς τὸ Συμβολαιογραφεῖον Ν. Φορτούνα ὁδὸς Εὐριπίδου ἀριθ. 6.: [1303, 642, 1538, 710]
dateline: ΤΗΛΕΓΡΑΦΗΜΑ ΤΟΥ «ΣΚΡΙΠ»: [612, 1134, 784, 1146]
headline: Η ΧΟΛΕΡΑ: [176, 1490, 279, 1511]
column-3: [583, 180, 813, 2220]
ad-vertical-text: ΚΑΤΑΣΤΗΜΑ: [1228, 366, 1244, 464]
article-paragraph: Κατὰ ταύτην θὰ ἀνταλλαχθῶσι σκέψεις περὶ τῶν μέτρων, ἅτινα δέον νὰ ληφθῶσι κατὰ τῶν προελεύσεων τῆς Αἰγύπτου πρὸς προληψιν τῆς μεταδόσεως τῆς χολέρας καὶ εἰς τὴν Ἑλλάδα.: [345, 490, 575, 583]
ad-subheadline: ὑπὸ Ἀγγλου διδασκάλου: [1105, 1549, 1251, 1562]
article-paragraph: Εἰς τὸ ἐργοστάσιον Γ. Ν. Κονσολα ὁδὸς Ἑρμοῦ ἀριθ. 86 κατασκευάζονται τὰ ὡραιότερα στέφανα γάμων καὶ ἐπώλησαν πολυτελῆ στεφάνια διὰ τοὺς τεθνεῶτας εἰς τιμὰς καταπληκτικῶς χαμηλάς.: [822, 1401, 1055, 1494]
article-paragraph: Πωλοῦνται οἰκόπεδα εἰς τὰ Πατήσια παρὰ τὴν Κυψέλην καὶ ἐπὶ τῆς ὁδοῦ τῆς ἀγούσης εἰς τὸν ναὸν τοῦ Ἁγίου Γεωργίου. Πληροφορίαι παρὰ τῷ ἰδιοκτήτῃ ὁδὸς Βαλτετσίου ἀριθ. 64Α.: [345, 1313, 575, 1391]
notice-title: ΠΕΡΙΛΗΨΙΣ: [1378, 1258, 1463, 1274]
headline: ΕΙΣ ΤΗΝ ΑΙΓΥΠΤΟΝ: [867, 567, 1010, 583]
headline: ΕΙΣ ΤΗΝ ΟΔΗΣΣΟΝ: [629, 763, 767, 779]
row-value: 64.—: [310, 278, 338, 291]
table-row: [115, 467, 340, 482]
table-row: [115, 407, 340, 422]
dateline: ΤΗΛΕΓΡΑΦΗΜΑ ΤΟΥ «ΣΚΡΙΠ»: [612, 1279, 784, 1291]
row-value: 46.25: [307, 423, 338, 436]
headline: ΜΕΛΟΔΡΑΜΑ: [632, 1241, 764, 1262]
